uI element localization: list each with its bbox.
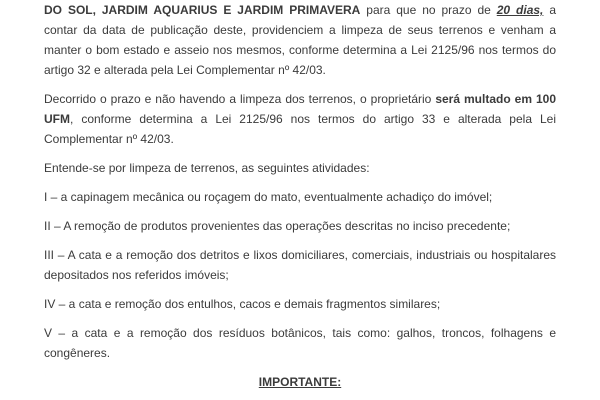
list-item-5: V – a cata e a remoção dos resíduos botânicos, tais como: galhos, troncos, folhagens e congêneres. xyxy=(44,326,556,360)
paragraph-definition-intro: Entende-se por limpeza de terrenos, as seguintes atividades: xyxy=(44,161,370,175)
list-item-1: I – a capinagem mecânica ou roçagem do mato, eventualmente achadiço do imóvel; xyxy=(44,190,493,204)
important-heading-text: IMPORTANTE: xyxy=(258,375,342,389)
paragraph-penalty xyxy=(44,89,556,149)
deadline-emphasis: 20 dias, xyxy=(496,3,544,17)
list-item-2: II – A remoção de produtos provenientes das operações descritas no inciso precedente; xyxy=(44,219,511,233)
neighborhood-names-bold: DO SOL, JARDIM AQUARIUS E JARDIM PRIMAVERA xyxy=(44,3,361,17)
paragraph-deadline-notice xyxy=(44,0,556,80)
paragraph-deadline-text-rest: a contar da data de publicação deste, providenciem a limpeza de seus terrenos e venham a manter o bom estado e asseio nos mesmos, conforme determina a Lei 2125/96 nos termos do artigo 32 e alterada pela Lei Complementar nº 42/03. xyxy=(44,3,557,77)
important-heading xyxy=(44,372,556,392)
penalty-amount-bold: será multado em 100 UFM xyxy=(44,92,556,126)
paragraph-penalty-text-b: , conforme determina a Lei 2125/96 nos termos do artigo 33 e alterada pela Lei Complementar nº 42/03. xyxy=(44,112,556,146)
paragraph-deadline-text-mid: para que no prazo de xyxy=(360,3,497,17)
list-item-3: III – A cata e a remoção dos detritos e lixos domiciliares, comerciais, industriais ou hospitalares depositados nos referidos imóveis; xyxy=(44,248,556,282)
paragraph-penalty-text-a: Decorrido o prazo e não havendo a limpeza dos terrenos, o proprietário xyxy=(44,92,436,106)
list-item-4: IV – a cata e remoção dos entulhos, cacos e demais fragmentos similares; xyxy=(44,297,441,311)
